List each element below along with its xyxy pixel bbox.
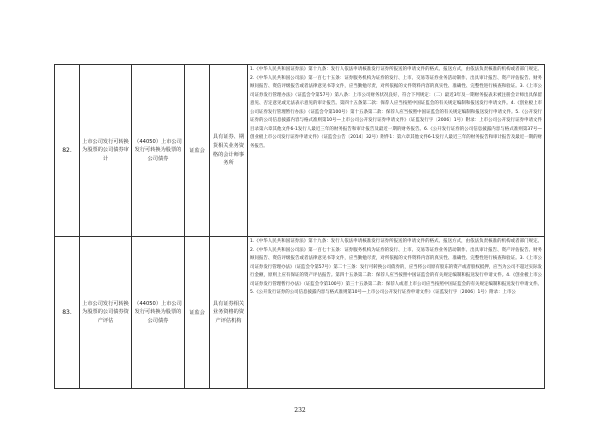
row-number: 82. bbox=[55, 65, 80, 237]
provider-qualification: 具有证券、期货相关业务资格的会计师事务所 bbox=[210, 65, 248, 237]
table-row bbox=[55, 65, 545, 237]
service-item: 上市公司发行可转换为股票的公司债券审计 bbox=[80, 65, 132, 237]
service-item: 上市公司发行可转换为股票的公司债券资产评估 bbox=[80, 237, 132, 389]
legal-basis bbox=[248, 65, 545, 237]
legal-basis-text: 1.《中华人民共和国证券法》第十九条：发行人依法申请核准发行证券所报送的申请文件的格式、报送方式，由依法负责核准的机构或者部门规定。2.《中华人民共和国公司法》第一百七十五条：证券服务机构为证券的发行、上市、交易等证券业务活动制作、出具审计报告、资产评估报告、财务顾问报告、资信评级报告或者法律意见书等文件，应当勤勉尽责，对所依据的文件资料内容的真实性、准确性、完整性进行核查和验证。3.《上市公司证券发行管理办法》（证监会令第57号）第二十三条：发行可转换公司债券的，应当将公司原有股东的资产或者股权抵押，应当为公司不超过实际发行金额，原则上应有保证的资产评估报告。第四十五条第二款：保荐人应当按照中国证监会的有关规定编制和报送发行申请文件。4.《创业板上市公司证券发行管理暂行办法》（证监会令第100号）第三十五条第二款：保荐人或者上市公司应当按照中国证监会的有关规定编制和报送发行申请文件。5.《公开发行证券的公司信息披露内容与格式准则第10号—上市公司公开发行证券申请文件》（证监发行字〔2006〕1号）附录：上市公 bbox=[250, 239, 542, 296]
legal-basis-text: 1.《中华人民共和国证券法》第十九条：发行人依法申请核准发行证券所报送的申请文件的格式、报送方式，由依法负责核准的机构或者部门规定。2.《中华人民共和国公司法》第一百七十五条：证券服务机构为证券的发行、上市、交易等证券业务活动制作、出具审计报告、资产评估报告、财务顾问报告、资信评级报告或者法律意见书等文件，应当勤勉尽责，对所依据的文件资料内容的真实性、准确性、完整性进行核查和验证。3.《上市公司证券发行管理办法》（证监会令第57号）第八条：上市公司财务状况良好，符合下列规定：（二）最近3年及一期财务报表未被注册会计师出具保留意见、否定意见或无法表示意见的审计报告。第四十五条第二款：保荐人应当按照中国证监会的有关规定编制和报送发行申请文件。4.《创业板上市公司证券发行管理暂行办法》（证监会令第100号）第十五条第二款：保荐人应当按照中国证监会的有关规定编制和报送发行申请文件。5.《公开发行证券的公司信息披露内容与格式准则第10号—上市公司公开发行证券申请文件》（证监发行字〔2006〕1号）附录：上市公司公开发行证券申请文件目录第六章其他文件6-1发行人最近三年的财务报告和审计报告及最近一期的财务报告。6.《公开发行证券的公司信息披露内容与格式准则第37号—创业板上市公司发行证券申请文件》（证监会公告〔2014〕32号）附件1：第六章其他文件6-1发行人最近三年的财务报告和审计报告及最近一期的财务报告。 bbox=[250, 67, 542, 149]
row-number: 83. bbox=[55, 237, 80, 389]
approval-document: （44050）上市公司发行可转换为股票的公司债券 bbox=[132, 237, 185, 389]
regulation-table bbox=[54, 64, 545, 389]
table-row bbox=[55, 237, 545, 389]
approval-document: （44050）上市公司发行可转换为股票的公司债券 bbox=[132, 65, 185, 237]
legal-basis bbox=[248, 237, 545, 389]
page-number: 232 bbox=[294, 407, 306, 414]
provider-qualification: 具有证券相关业务资格的资产评估机构 bbox=[210, 237, 248, 389]
approving-department: 证监会 bbox=[185, 237, 210, 389]
approving-department: 证监会 bbox=[185, 65, 210, 237]
